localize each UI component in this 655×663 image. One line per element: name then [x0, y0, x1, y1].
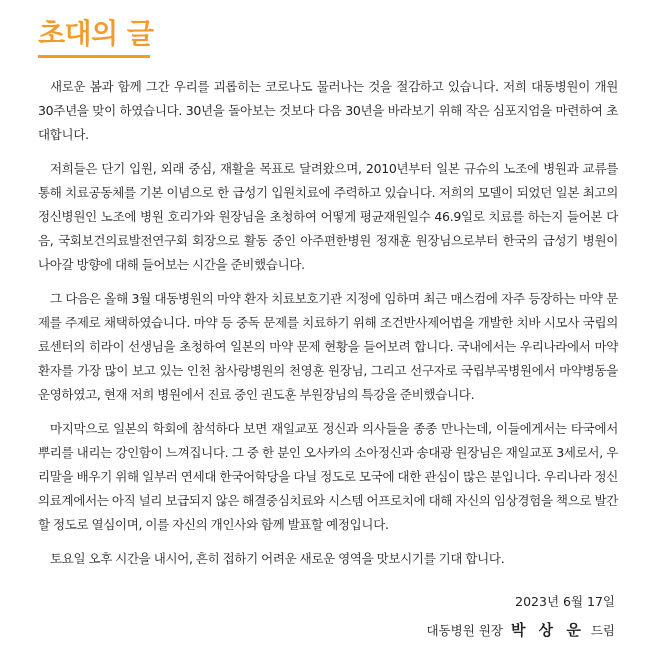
signer-name: 박 상 운	[510, 621, 585, 639]
signature-closing: 드림	[590, 623, 615, 638]
letter-date: 2023년 6월 17일	[515, 594, 615, 609]
header	[38, 14, 153, 58]
signer-role: 대동병원 원장	[426, 623, 503, 638]
paragraph-5: 토요일 오후 시간을 내시어, 흔히 접하기 어려운 새로운 영역을 맛보시기를 기대 합니다.	[50, 551, 505, 566]
letter-body	[38, 75, 618, 581]
signature-line	[427, 620, 615, 641]
title-underline	[38, 55, 150, 58]
signature-block	[427, 592, 615, 641]
paragraph-3: 그 다음은 올해 3월 대동병원의 마약 환자 치료보호기관 지정에 임하며 최근 매스컴에 자주 등장하는 마약 문제를 주제로 채택하였습니다. 마약 등 중독 문제를 치료하기 위해 조건반사제어법을 개발한 치바 시모사 국립의료센터의 히라이 선생님을 초청하여 일본의 마약 문제 현황을 들어보려 합니다. 국내에서는 우리나라에서 마약 환자를 가장 많이 보고 있는 인천 참사랑병원의 천영훈 원장님, 그리고 선구자로 국립부곡병원에서 마약병동을 운영하였고, 현재 저희 병원에서 진료 중인 권도훈 부원장님의 특강을 준비했습니다.	[38, 291, 618, 402]
paragraph-2: 저희들은 단기 입원, 외래 중심, 재활을 목표로 달려왔으며, 2010년부터 일본 규슈의 노조에 병원과 교류를 통해 치료공동체를 기본 이념으로 한 급성기 입원치료에 주력하고 있습니다. 저희의 모델이 되었던 일본 최고의 정신병원인 노조에 병원 호리가와 원장님을 초청하여 어떻게 평균재원일수 46.9일로 치료를 하는지 들어본 다음, 국회보건의료발전연구회 회장으로 활동 중인 아주편한병원 정재훈 원장님으로부터 한국의 급성기 병원이 나아갈 방향에 대해 들어보는 시간을 준비했습니다.	[38, 161, 618, 272]
page-title: 초대의 글	[38, 17, 154, 50]
paragraph-1: 새로운 봄과 함께 그간 우리를 괴롭히는 코로나도 물러나는 것을 절감하고 있습니다. 저희 대동병원이 개원 30주년을 맞이 하였습니다. 30년을 돌아보는 것보다 다음 30년을 바라보기 위해 작은 심포지엄을 마련하여 초대합니다.	[38, 79, 618, 142]
paragraph-4: 마지막으로 일본의 학회에 참석하다 보면 재일교포 정신과 의사들을 종종 만나는데, 이들에게서는 타국에서 뿌리를 내리는 강인함이 느껴집니다. 그 중 한 분인 오사카의 소아정신과 송대광 원장님은 재일교포 3세로서, 우리말을 배우기 위해 일부러 연세대 한국어학당을 다닐 정도로 모국에 대한 관심이 많은 분입니다. 우리나라 정신의료계에서는 아직 널리 보급되지 않은 해결중심치료와 시스템 어프로치에 대해 자신의 임상경험을 책으로 발간할 정도로 열심이며, 이를 자신의 개인사와 함께 발표할 예정입니다.	[38, 421, 618, 532]
